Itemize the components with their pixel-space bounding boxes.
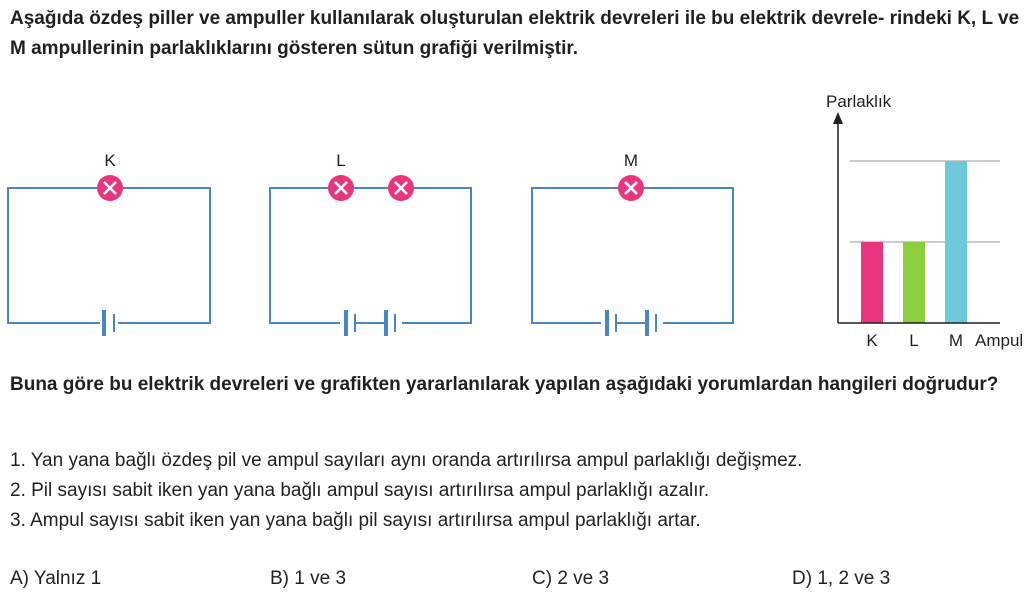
tick-label-k: K [866,331,878,350]
statement-1: 1. Yan yana bağlı özdeş pil ve ampul sayıları aynı oranda artırılırsa ampul parlaklığı değişmez. [10,450,803,471]
option-b[interactable]: B) 1 ve 3 [270,568,347,589]
circuit-m [532,151,733,336]
bulb-l1-icon [328,175,354,201]
tick-label-l: L [909,331,919,350]
option-c[interactable]: C) 2 ve 3 [532,568,610,589]
x-axis-label: Ampul [975,331,1024,350]
circuit-label-m: M [623,151,639,170]
bar-k [861,242,883,323]
intro-text: Aşağıda özdeş piller ve ampuller kullanılarak oluşturulan elektrik devreleri ile bu elektrik devrele- rindeki K, L ve M ampullerinin parlaklıklarını gösteren sütun grafiği verilmiştir. [10,8,1020,59]
question-text: Buna göre bu elektrik devreleri ve grafikten yararlanılarak yapılan aşağıdaki yorumlardan hangileri doğrudur? [10,374,999,395]
tick-label-m: M [948,331,964,350]
option-d[interactable]: D) 1, 2 ve 3 [792,568,891,589]
bulb-k-icon [97,175,123,201]
y-axis-label: Parlaklık [826,92,892,111]
circuit-k [8,151,210,336]
y-axis-arrow-icon [833,112,843,124]
option-a[interactable]: A) Yalnız 1 [10,568,102,589]
brightness-chart [826,92,1023,350]
bar-l [903,242,925,323]
circuit-l [270,151,471,336]
statement-2: 2. Pil sayısı sabit iken yan yana bağlı ampul sayısı artırılırsa ampul parlaklığı azalır. [10,480,710,501]
bulb-l2-icon [388,175,414,201]
statement-3: 3. Ampul sayısı sabit iken yan yana bağlı pil sayısı artırılırsa ampul parlaklığı artar. [10,510,701,531]
circuit-label-k: K [104,151,116,170]
bulb-m-icon [618,175,644,201]
statement-list [10,446,1025,536]
circuit-label-l: L [336,151,346,170]
bar-m [945,161,967,323]
